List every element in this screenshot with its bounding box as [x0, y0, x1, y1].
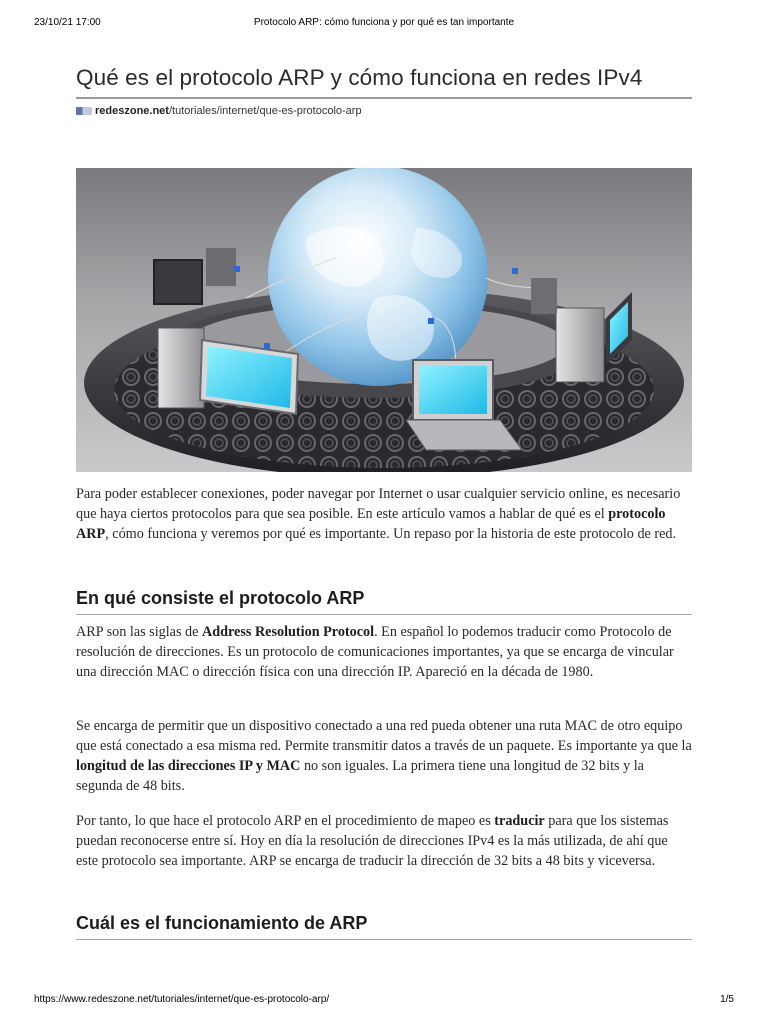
- s1p1-text-2: . En español lo podemos traducir como Protocolo de resolución de direcciones. Es un protocolo de comunicaciones importantes, ya que se encarga de vincular una dirección MAC o dirección física con una dirección IP. Apareció en la década de 1980.: [76, 624, 674, 680]
- section-divider-1: [76, 614, 692, 615]
- s1p2-text-1: Se encarga de permitir que un dispositivo conectado a una red pueda obtener una ruta MAC de otro equipo que está conectado a esa misma red. Permite transmitir datos a través de un paquete. Es importante ya que la: [76, 718, 692, 754]
- s1p3-bold-traducir: traducir: [494, 813, 545, 829]
- intro-text-2: , cómo funciona y veremos por qué es importante. Un repaso por la historia de este protocolo de red.: [105, 526, 677, 542]
- section-heading-funcionamiento: Cuál es el funcionamiento de ARP: [76, 913, 368, 933]
- intro-text-1: Para poder establecer conexiones, poder navegar por Internet o usar cualquier servicio online, es necesario que haya ciertos protocolos para que sea posible. En este artículo vamos a hablar de qué es el: [76, 486, 681, 522]
- site-favicon-icon: [76, 107, 92, 115]
- hero-image: [76, 168, 692, 472]
- print-document-title: Protocolo ARP: cómo funciona y por qué es tan importante: [253, 17, 515, 28]
- print-page-number: 1/5: [720, 994, 734, 1005]
- intro-bold-protocolo-arp: protocolo ARP: [76, 506, 666, 542]
- section-heading-consiste: En qué consiste el protocolo ARP: [76, 588, 365, 608]
- s1p1-text-1: ARP son las siglas de: [76, 624, 202, 640]
- intro-paragraph: [76, 484, 692, 544]
- print-header: [0, 17, 768, 31]
- s1p2-bold-longitud: longitud de las direcciones IP y MAC: [76, 758, 301, 774]
- source-link[interactable]: [76, 104, 692, 118]
- source-path[interactable]: /tutoriales/internet/que-es-protocolo-arp: [168, 105, 362, 117]
- title-divider: [76, 97, 692, 99]
- source-domain[interactable]: redeszone.net: [95, 105, 169, 117]
- article: [76, 64, 692, 933]
- section1-paragraph-2: [76, 716, 692, 796]
- print-datetime: 23/10/21 17:00: [34, 17, 101, 28]
- s1p3-text-2: para que los sistemas puedan reconocerse entre sí. Hoy en día la resolución de direcciones IPv4 es la más utilizada, de ahí que este protocolo sea importante. ARP se encarga de traducir la dirección de 32 bits a 48 bits y viceversa.: [76, 813, 669, 869]
- print-footer: [0, 994, 768, 1008]
- s1p3-text-1: Por tanto, lo que hace el protocolo ARP en el procedimiento de mapeo es: [76, 813, 495, 829]
- print-footer-url: https://www.redeszone.net/tutoriales/internet/que-es-protocolo-arp/: [34, 994, 330, 1005]
- section-divider-2: [76, 939, 692, 940]
- s1p1-bold-address-resolution-protocol: Address Resolution Protocol: [201, 624, 375, 640]
- section1-paragraph-3: [76, 811, 692, 871]
- section1-paragraph-1: [76, 622, 692, 682]
- article-title: Qué es el protocolo ARP y cómo funciona en redes IPv4: [76, 65, 643, 90]
- s1p2-text-2: no son iguales. La primera tiene una longitud de 32 bits y la segunda de 48 bits.: [76, 758, 644, 794]
